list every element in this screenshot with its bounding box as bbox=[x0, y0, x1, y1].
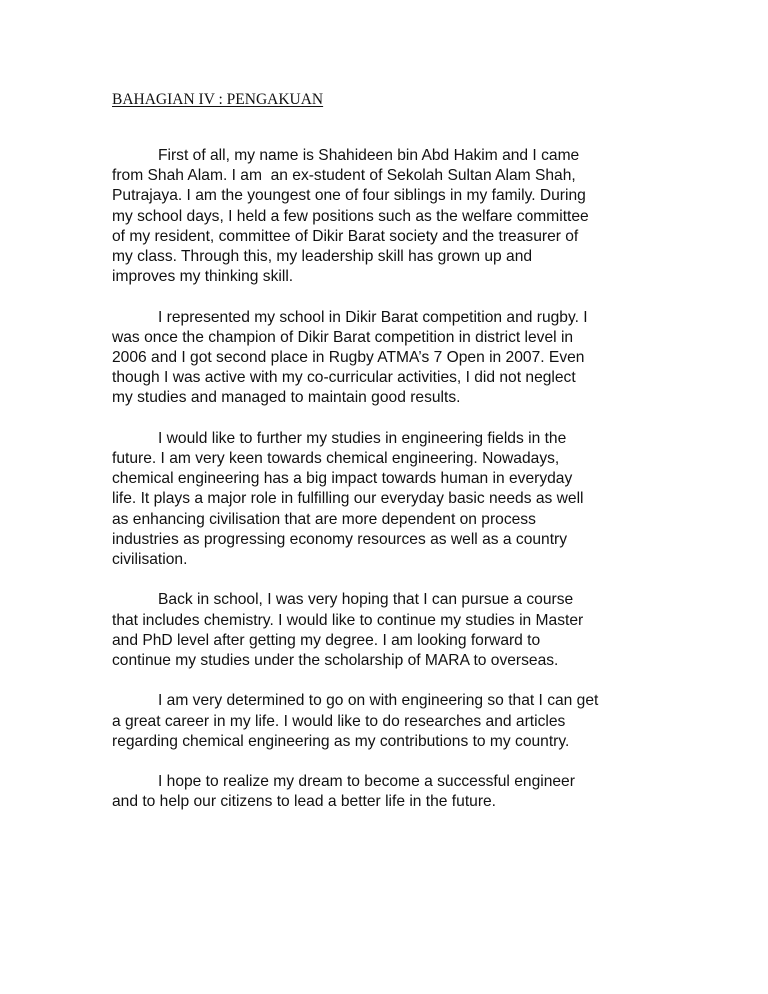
paragraph-line: Back in school, I was very hoping that I can pursue a course bbox=[158, 591, 574, 609]
paragraph-line: improves my thinking skill. bbox=[112, 268, 294, 286]
document-body bbox=[112, 146, 660, 833]
section-heading: BAHAGIAN IV : PENGAKUAN bbox=[112, 91, 324, 108]
paragraph-line: as enhancing civilisation that are more dependent on process bbox=[112, 510, 536, 528]
paragraph-line: I would like to further my studies in engineering fields in the bbox=[158, 429, 567, 447]
paragraph-line: and to help our citizens to lead a better life in the future. bbox=[112, 793, 497, 811]
paragraph-line: life. It plays a major role in fulfilling our everyday basic needs as well bbox=[112, 490, 584, 508]
paragraph-line: industries as progressing economy resources as well as a country bbox=[112, 530, 568, 548]
paragraph-line: Putrajaya. I am the youngest one of four siblings in my family. During bbox=[112, 187, 586, 205]
paragraph-line: I represented my school in Dikir Barat competition and rugby. I bbox=[158, 308, 588, 326]
paragraph-line: my class. Through this, my leadership skill has grown up and bbox=[112, 248, 533, 266]
paragraph-line: a great career in my life. I would like to do researches and articles bbox=[112, 712, 566, 730]
paragraph-line: of my resident, committee of Dikir Barat society and the treasurer of bbox=[112, 227, 579, 245]
paragraph-line: that includes chemistry. I would like to continue my studies in Master bbox=[112, 611, 584, 629]
paragraph-line: was once the champion of Dikir Barat competition in district level in bbox=[112, 328, 574, 346]
paragraph-engineering-interest bbox=[112, 429, 660, 570]
paragraph-line: from Shah Alam. I am an ex-student of Sekolah Sultan Alam Shah, bbox=[112, 167, 576, 185]
paragraph-career-goals bbox=[112, 691, 660, 752]
paragraph-line: chemical engineering has a big impact towards human in everyday bbox=[112, 470, 573, 488]
paragraph-line: continue my studies under the scholarship of MARA to overseas. bbox=[112, 652, 559, 670]
paragraph-line: I hope to realize my dream to become a successful engineer bbox=[158, 773, 575, 791]
paragraph-line: civilisation. bbox=[112, 551, 188, 569]
paragraph-line: my studies and managed to maintain good results. bbox=[112, 389, 461, 407]
paragraph-line: I am very determined to go on with engineering so that I can get bbox=[158, 692, 599, 710]
paragraph-line: regarding chemical engineering as my contributions to my country. bbox=[112, 732, 570, 750]
paragraph-line: and PhD level after getting my degree. I am looking forward to bbox=[112, 631, 541, 649]
paragraph-line: though I was active with my co-curricular activities, I did not neglect bbox=[112, 369, 576, 387]
paragraph-further-studies bbox=[112, 590, 660, 671]
paragraph-line: my school days, I held a few positions such as the welfare committee bbox=[112, 207, 589, 225]
paragraph-line: 2006 and I got second place in Rugby ATMA’s 7 Open in 2007. Even bbox=[112, 349, 585, 367]
paragraph-conclusion bbox=[112, 772, 660, 812]
paragraph-line: future. I am very keen towards chemical engineering. Nowadays, bbox=[112, 450, 560, 468]
paragraph-introduction bbox=[112, 146, 660, 287]
paragraph-activities bbox=[112, 308, 660, 409]
paragraph-line: First of all, my name is Shahideen bin Abd Hakim and I came bbox=[158, 147, 580, 164]
